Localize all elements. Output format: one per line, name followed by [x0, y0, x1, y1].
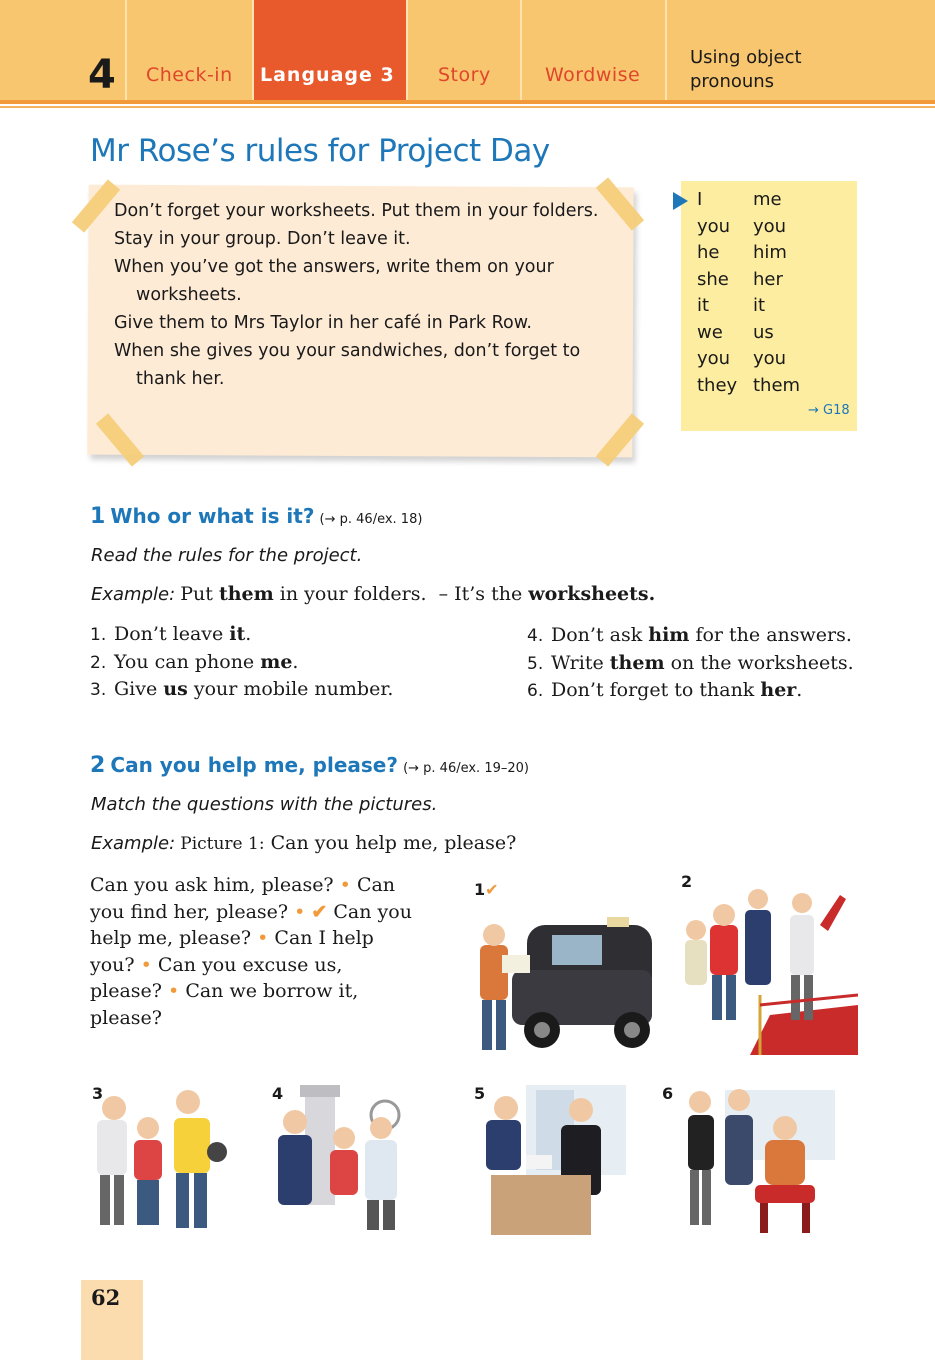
item-number: 2.: [90, 652, 107, 673]
item-text: Write: [551, 651, 610, 674]
picture-3-teens: [92, 1080, 237, 1235]
item-number: 4.: [527, 626, 544, 646]
question: Can we borrow it, please?: [90, 980, 359, 1029]
example-label: Example:: [91, 833, 176, 854]
picture-label: 4: [272, 1084, 284, 1103]
subject-pronoun: we: [697, 321, 723, 343]
object-pronoun: you: [753, 215, 787, 237]
list-item: [527, 677, 927, 705]
item-pronoun: me: [260, 650, 293, 673]
item-text: for the answers.: [689, 624, 852, 646]
object-pronoun: him: [753, 242, 787, 263]
example-label: Example:: [91, 584, 176, 605]
subject-pronoun: I: [697, 189, 703, 210]
item-pronoun: it: [229, 623, 246, 645]
item-text: Don’t leave: [114, 623, 230, 645]
picture-5-hotel-desk: [466, 1080, 631, 1240]
pronoun-row: [697, 187, 782, 213]
pronoun-row: [697, 267, 783, 293]
item-text: Give: [114, 678, 164, 700]
list-item: [90, 621, 500, 649]
exercise-reference: (→ p. 46/ex. 19–20): [403, 761, 529, 776]
tab-separator: [125, 0, 127, 100]
tab-story[interactable]: Story: [438, 64, 491, 86]
object-pronoun: me: [753, 189, 782, 210]
object-pronoun: them: [753, 374, 801, 396]
tab-separator: [665, 0, 667, 100]
item-text: .: [796, 679, 803, 701]
play-arrow-icon: [673, 192, 688, 210]
exercise-number: 2: [90, 753, 106, 778]
exercise-title: Who or what is it?: [110, 504, 315, 528]
item-text: on the worksheets.: [664, 651, 854, 674]
item-text: .: [292, 650, 299, 673]
object-pronoun: us: [753, 321, 774, 343]
check-icon: ✔: [485, 880, 499, 899]
picture-label: 5: [474, 1084, 486, 1103]
question: Can you excuse us, please?: [90, 953, 343, 1002]
item-number: 5.: [527, 653, 544, 674]
picture-number: 1: [474, 880, 486, 899]
tab-wordwise[interactable]: Wordwise: [545, 64, 641, 86]
example-bold: worksheets.: [528, 583, 656, 605]
rule-item: When you’ve got the answers, write them on your worksheets.: [114, 257, 554, 305]
exercise-reference: (→ p. 46/ex. 18): [319, 512, 423, 527]
item-text: You can phone: [114, 650, 261, 673]
tab-language-3[interactable]: Language 3: [260, 64, 395, 86]
topic-line: Using object: [690, 47, 802, 68]
example-bold: them: [218, 583, 274, 605]
pronoun-row: [697, 320, 774, 346]
exercise-example: [91, 832, 516, 854]
subject-pronoun: she: [697, 268, 729, 290]
rules-list: [114, 197, 614, 393]
item-pronoun: us: [163, 678, 188, 700]
item-pronoun: him: [648, 624, 690, 646]
bullet: •: [257, 927, 269, 949]
pronoun-row: [697, 214, 787, 240]
subject-pronoun: you: [697, 348, 731, 369]
picture-label: 6: [662, 1084, 674, 1103]
item-pronoun: them: [609, 651, 665, 674]
subject-pronoun: you: [697, 215, 731, 237]
item-number: 3.: [90, 680, 107, 700]
object-pronoun: it: [753, 295, 766, 316]
rule-item: Don’t forget your worksheets. Put them in your folders.: [114, 201, 599, 221]
page-number: 62: [91, 1285, 121, 1310]
item-number: 1.: [90, 625, 107, 645]
example-text: Put: [180, 583, 219, 605]
rule-item: Stay in your group. Don’t leave it.: [114, 229, 411, 249]
list-item: [527, 622, 927, 650]
picture-1-taxi: [472, 895, 657, 1055]
bullet: •: [140, 953, 152, 976]
item-number: 6.: [527, 681, 544, 701]
subject-pronoun: they: [697, 374, 738, 396]
picture-2-red-carpet: [680, 885, 858, 1055]
exercise-instruction: Match the questions with the pictures.: [91, 794, 438, 815]
bullet: •: [168, 980, 180, 1002]
topic-line: pronouns: [690, 71, 775, 92]
exercise-1-items-right: [527, 622, 927, 705]
bullet: •: [339, 874, 351, 896]
tab-separator: [252, 0, 254, 100]
exercise-instruction: Read the rules for the project.: [91, 545, 363, 566]
exercise-1-items-left: [90, 621, 500, 704]
example-picture: Picture 1:: [180, 834, 265, 854]
bullet: •: [294, 900, 306, 923]
item-text: Don’t forget to thank: [551, 679, 761, 701]
pronoun-row: [697, 293, 766, 319]
rule-item: Give them to Mrs Taylor in her café in Park Row.: [114, 313, 532, 333]
rule-item: When she gives you your sandwiches, don’t forget to thank her.: [114, 341, 581, 389]
tab-separator: [520, 0, 522, 100]
object-pronoun: her: [753, 268, 783, 290]
question: Can I help you?: [90, 927, 374, 976]
tab-check-in[interactable]: Check-in: [146, 64, 233, 86]
pronoun-row: [697, 373, 801, 399]
picture-4-street: [270, 1080, 425, 1235]
exercise-2-heading: [90, 753, 529, 778]
example-text: in your folders. – It’s the: [273, 583, 529, 605]
picture-label: 2: [681, 872, 693, 891]
item-text: .: [245, 623, 252, 645]
question: Can you ask him, please?: [90, 874, 334, 896]
subject-pronoun: it: [697, 295, 710, 316]
question-list: [90, 872, 420, 1031]
header-rule: [0, 106, 935, 108]
grammar-reference-link[interactable]: → G18: [808, 403, 850, 418]
picture-6-fan-meeting: [680, 1080, 840, 1240]
header-rule: [0, 100, 935, 104]
check-icon: ✔: [311, 900, 328, 923]
pronoun-row: [697, 346, 787, 372]
exercise-1-heading: [90, 504, 422, 529]
item-text: your mobile number.: [187, 678, 394, 700]
example-text: Can you help me, please?: [264, 832, 517, 854]
tab-separator: [406, 0, 408, 100]
question: Can you find her, please?: [90, 874, 396, 923]
unit-number: 4: [88, 52, 116, 98]
topic-label: [690, 46, 802, 94]
list-item: [90, 676, 500, 704]
page-title: Mr Rose’s rules for Project Day: [90, 133, 550, 169]
exercise-title: Can you help me, please?: [110, 753, 398, 777]
exercise-number: 1: [90, 504, 106, 529]
question: Can you help me, please?: [90, 900, 412, 949]
subject-pronoun: he: [697, 242, 720, 263]
exercise-example: [91, 583, 655, 605]
picture-label: 3: [92, 1084, 104, 1103]
item-text: Don’t ask: [551, 624, 649, 646]
list-item: [90, 649, 500, 677]
item-pronoun: her: [760, 679, 797, 701]
list-item: [527, 650, 927, 678]
object-pronoun: you: [753, 348, 787, 369]
pronoun-row: [697, 240, 787, 266]
